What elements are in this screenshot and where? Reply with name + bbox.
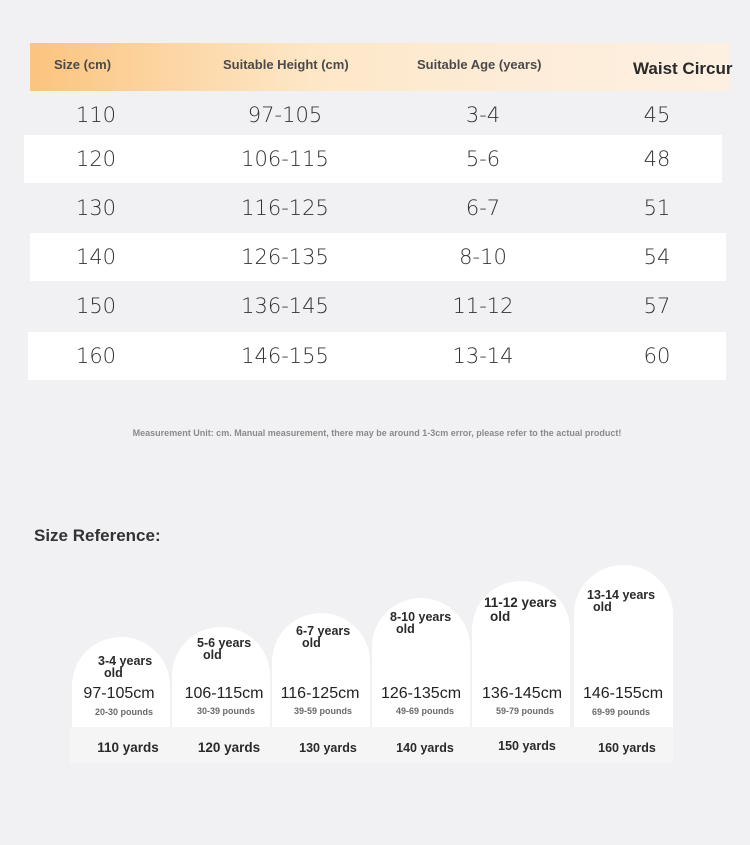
cell-size: 110	[75, 103, 117, 127]
age-line: 5-6 years	[197, 636, 252, 650]
measurement-note: Measurement Unit: cm. Manual measurement, there may be around 1-3cm error, please refer to the actual product!	[132, 428, 622, 438]
yard-label: 160 yards	[598, 741, 656, 755]
age-label	[98, 655, 152, 679]
weight-range: 30-39 pounds	[196, 706, 256, 716]
height-range: 116-125cm	[280, 685, 360, 702]
cell-waist: 45	[643, 103, 671, 127]
age-label	[296, 625, 350, 649]
height-range: 106-115cm	[184, 685, 264, 702]
yard-label: 130 yards	[299, 741, 357, 755]
cell-waist: 60	[643, 344, 671, 368]
yard-label: 120 yards	[197, 740, 261, 755]
age-label	[390, 611, 451, 635]
cell-age: 8-10	[459, 245, 507, 269]
table-row	[30, 184, 730, 232]
cell-height: 97-105	[247, 103, 323, 127]
header-age: Suitable Age (years)	[417, 57, 542, 72]
yard-label: 140 yards	[396, 741, 454, 755]
table-row	[30, 233, 726, 281]
height-range: 97-105cm	[83, 685, 155, 702]
table-row	[30, 282, 730, 330]
age-label	[484, 596, 557, 624]
table-row	[24, 135, 722, 183]
size-chart-table	[0, 0, 750, 400]
age-line: old	[396, 622, 415, 636]
cell-size: 130	[75, 196, 117, 220]
table-header-row	[30, 43, 733, 91]
header-height: Suitable Height (cm)	[223, 57, 349, 72]
weight-range: 69-99 pounds	[591, 707, 651, 717]
weight-range: 20-30 pounds	[94, 707, 154, 717]
age-line: 8-10 years	[390, 610, 452, 624]
cell-age: 11-12	[452, 294, 514, 318]
age-line: 11-12 years	[484, 595, 557, 610]
age-line: 3-4 years	[98, 654, 153, 668]
cell-age: 5-6	[465, 147, 501, 171]
age-label	[587, 589, 655, 613]
cell-height: 136-145	[241, 294, 329, 318]
age-line: 6-7 years	[296, 624, 351, 638]
reference-base-strip	[70, 727, 673, 763]
weight-range: 59-79 pounds	[495, 706, 555, 716]
age-line: old	[302, 636, 321, 650]
table-row	[28, 332, 726, 380]
cell-waist: 48	[643, 147, 671, 171]
weight-range: 49-69 pounds	[395, 706, 455, 716]
table-row	[30, 91, 730, 139]
cell-size: 150	[75, 294, 117, 318]
cell-height: 116-125	[241, 196, 329, 220]
header-waist: Waist Circur	[633, 59, 733, 78]
cell-size: 120	[75, 147, 117, 171]
age-line: old	[490, 609, 511, 624]
cell-waist: 51	[643, 196, 671, 220]
cell-waist: 57	[643, 294, 671, 318]
yard-label: 150 yards	[498, 739, 556, 753]
yard-label: 110 yards	[97, 740, 159, 755]
height-range: 146-155cm	[582, 685, 664, 702]
cell-size: 140	[75, 245, 117, 269]
age-label	[197, 637, 251, 661]
height-range: 136-145cm	[481, 685, 563, 702]
header-size: Size (cm)	[54, 57, 112, 72]
cell-age: 3-4	[465, 103, 501, 127]
cell-waist: 54	[643, 245, 671, 269]
age-line: old	[203, 648, 222, 662]
cell-height: 106-115	[241, 147, 329, 171]
cell-height: 146-155	[241, 344, 329, 368]
cell-height: 126-135	[241, 245, 329, 269]
cell-age: 6-7	[465, 196, 501, 220]
weight-range: 39-59 pounds	[293, 706, 353, 716]
size-reference-title: Size Reference:	[34, 526, 161, 545]
age-line: old	[593, 600, 612, 614]
age-line: old	[104, 666, 123, 680]
cell-size: 160	[75, 344, 117, 368]
age-line: 13-14 years	[587, 588, 656, 602]
height-range: 126-135cm	[380, 685, 462, 702]
cell-age: 13-14	[452, 344, 514, 368]
